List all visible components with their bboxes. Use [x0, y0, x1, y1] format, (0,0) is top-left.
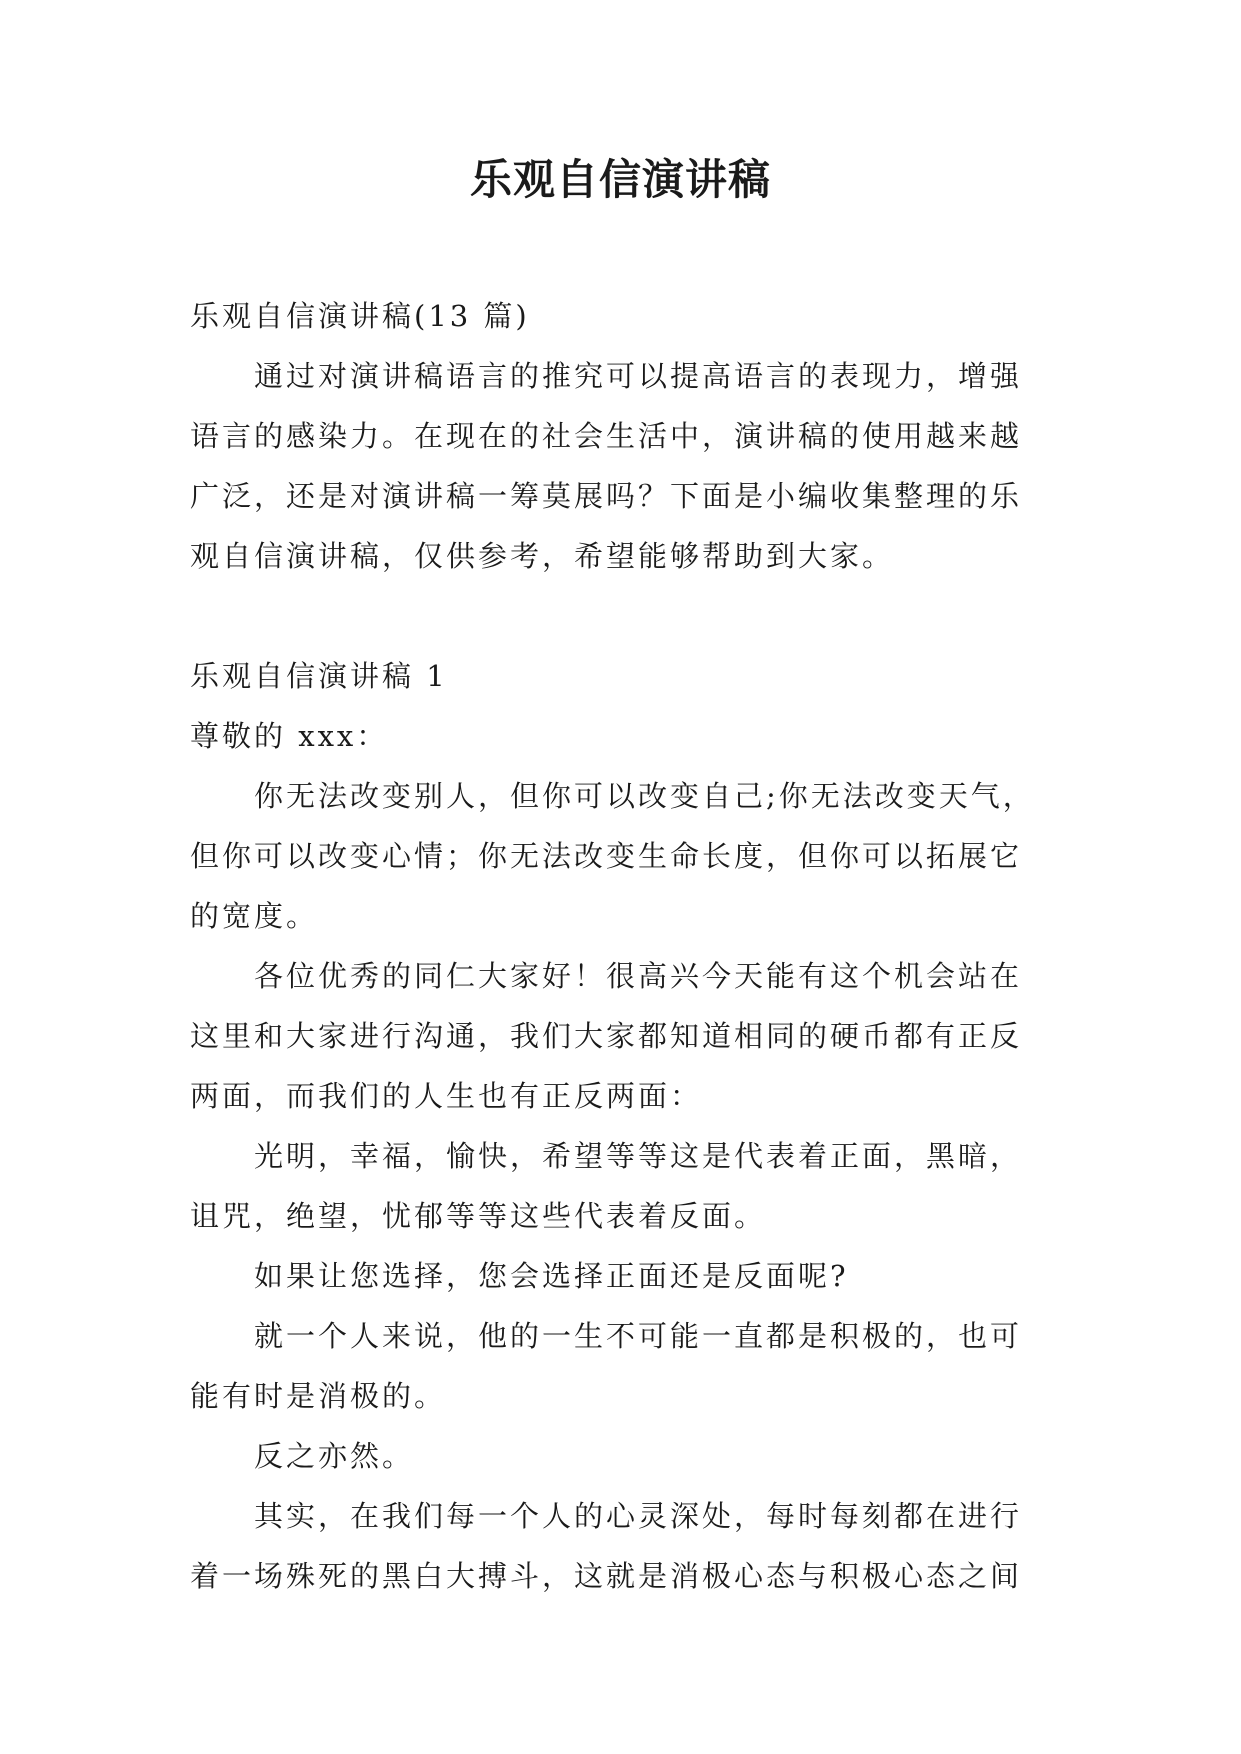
body-paragraph: 如果让您选择，您会选择正面还是反面呢? [254, 1259, 849, 1293]
body-paragraph: 其实，在我们每一个人的心灵深处，每时每刻都在进行着一场殊死的黑白大搏斗，这就是消极心态与积极心态之间 [190, 1499, 1023, 1593]
body-paragraph: 各位优秀的同仁大家好！很高兴今天能有这个机会站在这里和大家进行沟通，我们大家都知道相同的硬币都有正反两面，而我们的人生也有正反两面： [190, 959, 1023, 1113]
section-heading: 乐观自信演讲稿 1 [190, 659, 448, 693]
paragraph-gap [190, 586, 1050, 646]
body-paragraph: 反之亦然。 [254, 1439, 415, 1473]
salutation: 尊敬的 xxx： [190, 719, 389, 753]
body-paragraph: 就一个人来说，他的一生不可能一直都是积极的，也可能有时是消极的。 [190, 1319, 1023, 1413]
page-title: 乐观自信演讲稿 [469, 155, 771, 204]
document-body [190, 286, 1050, 1606]
intro-paragraph: 通过对演讲稿语言的推究可以提高语言的表现力，增强语言的感染力。在现在的社会生活中，演讲稿的使用越来越广泛，还是对演讲稿一筹莫展吗？下面是小编收集整理的乐观自信演讲稿，仅供参考，希望能够帮助到大家。 [190, 359, 1023, 573]
document-subtitle: 乐观自信演讲稿(13 篇) [190, 299, 530, 333]
body-paragraph: 你无法改变别人，但你可以改变自己;你无法改变天气，但你可以改变心情；你无法改变生命长度，但你可以拓展它的宽度。 [190, 779, 1035, 933]
body-paragraph: 光明，幸福，愉快，希望等等这是代表着正面，黑暗，诅咒，绝望，忧郁等等这些代表着反面。 [190, 1139, 1023, 1233]
